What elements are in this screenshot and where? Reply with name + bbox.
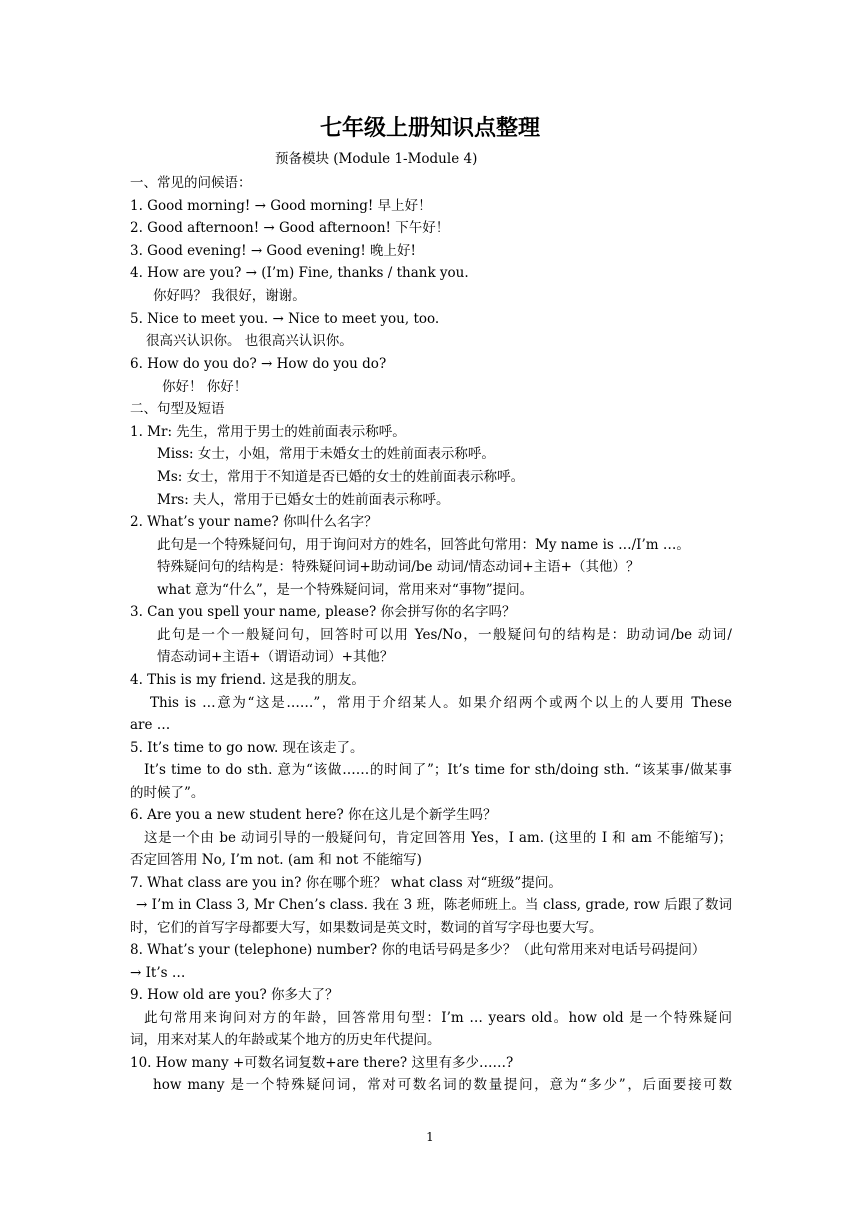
item-2-note-1: 此句是一个特殊疑问句，用于询问对方的姓名，回答此句常用：My name is …/I’m …。	[157, 537, 690, 553]
section-heading-greetings: 一、常见的问候语：	[130, 175, 252, 191]
item-4-note-2: are …	[130, 717, 171, 733]
item-3-question: 3. Can you spell your name, please? 你会拼写你的名字吗？	[130, 604, 516, 620]
item-3-note-2: 情态动词+主语+（谓语动词）+其他？	[157, 649, 394, 665]
item-1-mr: 1. Mr: 先生，常用于男士的姓前面表示称呼。	[130, 424, 406, 440]
item-5-note-1: It’s time to do sth. 意为“该做……的时间了”；It’s time for sth/doing sth. “该某事/做某事	[144, 762, 732, 778]
item-7-question: 7. What class are you in? 你在哪个班？ what class 对“班级”提问。	[130, 875, 562, 891]
item-7-note-1: → I’m in Class 3, Mr Chen’s class. 我在 3 班，陈老师班上。当 class, grade, row 后跟了数词	[136, 897, 732, 913]
section-heading-sentences: 二、句型及短语	[130, 401, 225, 417]
document-title: 七年级上册知识点整理	[319, 115, 540, 141]
greeting-line-2: 2. Good afternoon! → Good afternoon! 下午好！	[130, 220, 450, 236]
item-7-note-2: 时，它们的首写字母都要大写，如果数词是英文时，数词的首写字母也要大写。	[130, 920, 603, 936]
greeting-line-6: 6. How do you do? → How do you do?	[130, 356, 387, 372]
item-2-question: 2. What’s your name? 你叫什么名字？	[130, 514, 378, 530]
greeting-line-3: 3. Good evening! → Good evening! 晚上好!	[130, 243, 416, 259]
greeting-line-5-translation: 很高兴认识你。 也很高兴认识你。	[146, 333, 353, 349]
item-6-note-2: 否定回答用 No, I’m not. (am 和 not 不能缩写)	[130, 852, 422, 868]
greeting-line-1: 1. Good morning! → Good morning! 早上好！	[130, 198, 432, 214]
greeting-line-5: 5. Nice to meet you. → Nice to meet you, too.	[130, 311, 440, 327]
item-10-question: 10. How many +可数名词复数+are there? 这里有多少……?	[130, 1055, 514, 1071]
greeting-line-4: 4. How are you? → (I’m) Fine, thanks / thank you.	[130, 265, 469, 281]
item-8-question: 8. What’s your (telephone) number? 你的电话号码是多少？（此句常用来对电话号码提问）	[130, 942, 706, 958]
item-1-miss: Miss: 女士，小姐，常用于未婚女士的姓前面表示称呼。	[157, 446, 495, 462]
item-9-note-1: 此句常用来询问对方的年龄，回答常用句型：I’m … years old。how old 是一个特殊疑问	[144, 1010, 732, 1026]
item-5-note-2: 的时候了”。	[130, 785, 205, 801]
greeting-line-6-translation: 你好！ 你好！	[162, 379, 248, 395]
item-4-note-1: This is …意为“这是……”，常用于介绍某人。如果介绍两个或两个以上的人要用 These	[150, 695, 732, 711]
item-6-note-1: 这是一个由 be 动词引导的一般疑问句，肯定回答用 Yes，I am. (这里的 I 和 am 不能缩写)；	[144, 830, 732, 846]
greeting-line-4-translation: 你好吗？ 我很好，谢谢。	[153, 288, 306, 304]
item-4-sentence: 4. This is my friend. 这是我的朋友。	[130, 672, 365, 688]
item-10-note-1: how many 是一个特殊疑问词，常对可数名词的数量提问，意为“多少”，后面要接可数	[153, 1077, 732, 1093]
page-number: 1	[426, 1130, 434, 1144]
item-9-question: 9. How old are you? 你多大了？	[130, 987, 339, 1003]
item-2-note-3: what 意为“什么”，是一个特殊疑问词，常用来对“事物”提问。	[157, 582, 534, 598]
item-3-note-1: 此句是一个一般疑问句，回答时可以用 Yes/No，一般疑问句的结构是：助动词/be 动词/	[157, 627, 732, 643]
subtitle: 预备模块 (Module 1-Module 4)	[275, 151, 478, 167]
item-1-mrs: Mrs: 夫人，常用于已婚女士的姓前面表示称呼。	[157, 492, 450, 508]
item-6-question: 6. Are you a new student here? 你在这儿是个新学生吗？	[130, 807, 497, 823]
item-2-note-2: 特殊疑问句的结构是：特殊疑问词+助动词/be 动词/情态动词+主语+（其他）？	[157, 559, 640, 575]
item-8-answer: → It’s …	[130, 965, 186, 981]
item-9-note-2: 词，用来对某人的年龄或某个地方的历史年代提问。	[130, 1032, 441, 1048]
item-1-ms: Ms: 女士，常用于不知道是否已婚的女士的姓前面表示称呼。	[157, 469, 525, 485]
item-5-sentence: 5. It’s time to go now. 现在该走了。	[130, 740, 364, 756]
